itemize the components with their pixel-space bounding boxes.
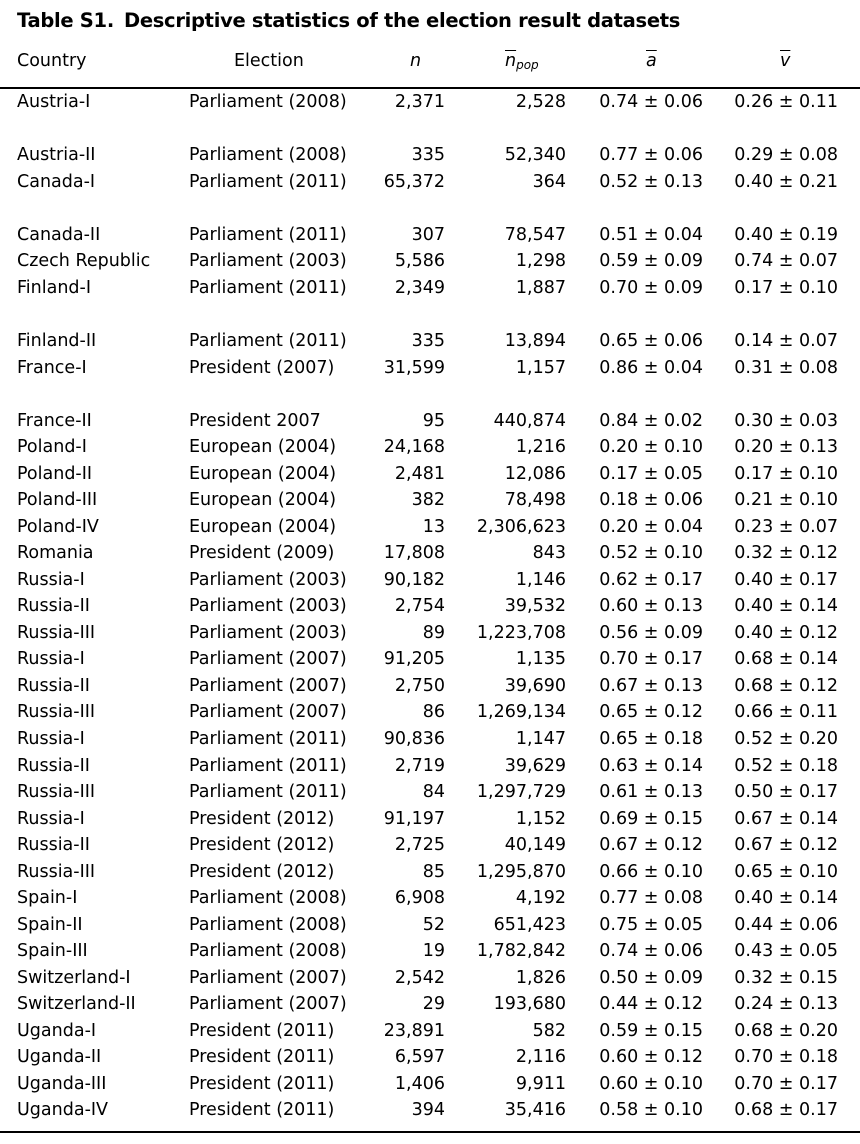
cell-a: 0.52 ± 0.10 xyxy=(599,543,703,563)
cell-a: 0.62 ± 0.17 xyxy=(599,570,703,590)
cell-election: Parliament (2008) xyxy=(189,915,347,935)
cell-election: Parliament (2011) xyxy=(189,729,347,749)
cell-country: Russia-III xyxy=(17,623,96,643)
table-caption xyxy=(17,9,680,32)
cell-n: 6,908 xyxy=(394,888,445,908)
cell-a: 0.77 ± 0.06 xyxy=(599,145,703,165)
cell-npop: 193,680 xyxy=(493,994,566,1014)
cell-n: 335 xyxy=(411,331,445,351)
cell-n: 91,205 xyxy=(383,649,445,669)
cell-v: 0.43 ± 0.05 xyxy=(734,941,838,961)
cell-npop: 582 xyxy=(532,1021,566,1041)
cell-n: 29 xyxy=(422,994,445,1014)
cell-npop: 1,157 xyxy=(515,358,566,378)
cell-election: European (2004) xyxy=(189,437,337,457)
table-row xyxy=(0,915,860,941)
table-row xyxy=(0,809,860,835)
cell-country: Canada-I xyxy=(17,172,96,192)
table-title: Descriptive statistics of the election result datasets xyxy=(123,9,681,32)
header-v: $\overline{v}$ xyxy=(780,51,791,71)
cell-country: Uganda-IV xyxy=(17,1100,109,1120)
cell-n: 394 xyxy=(411,1100,445,1120)
cell-country: Russia-III xyxy=(17,862,96,882)
cell-n: 335 xyxy=(411,145,445,165)
table-row xyxy=(0,517,860,543)
table-label: Table S1. xyxy=(17,9,114,32)
cell-npop: 35,416 xyxy=(504,1100,566,1120)
cell-election: President (2012) xyxy=(189,862,335,882)
cell-country: Poland-II xyxy=(17,464,93,484)
cell-election: Parliament (2007) xyxy=(189,676,347,696)
table-row xyxy=(0,411,860,437)
cell-a: 0.77 ± 0.08 xyxy=(599,888,703,908)
cell-n: 86 xyxy=(422,702,445,722)
cell-country: Uganda-II xyxy=(17,1047,102,1067)
cell-v: 0.17 ± 0.10 xyxy=(734,278,838,298)
cell-v: 0.50 ± 0.17 xyxy=(734,782,838,802)
cell-election: President (2011) xyxy=(189,1047,335,1067)
cell-v: 0.40 ± 0.14 xyxy=(734,888,838,908)
header-n: n xyxy=(410,51,422,71)
cell-n: 89 xyxy=(422,623,445,643)
cell-npop: 39,532 xyxy=(504,596,566,616)
cell-n: 65,372 xyxy=(383,172,445,192)
cell-country: Austria-I xyxy=(17,92,91,112)
cell-a: 0.59 ± 0.15 xyxy=(599,1021,703,1041)
cell-country: Russia-I xyxy=(17,570,85,590)
header-npop-base: $\overline{n}$ xyxy=(505,51,517,71)
cell-election: President (2011) xyxy=(189,1100,335,1120)
cell-npop: 1,782,842 xyxy=(476,941,566,961)
cell-npop: 1,223,708 xyxy=(476,623,566,643)
cell-v: 0.23 ± 0.07 xyxy=(734,517,838,537)
cell-a: 0.70 ± 0.17 xyxy=(599,649,703,669)
table-row xyxy=(0,437,860,463)
cell-npop: 4,192 xyxy=(515,888,566,908)
table-row xyxy=(0,835,860,861)
cell-election: President (2012) xyxy=(189,809,335,829)
cell-v: 0.30 ± 0.03 xyxy=(734,411,838,431)
cell-country: Russia-II xyxy=(17,676,90,696)
cell-npop: 364 xyxy=(532,172,566,192)
cell-country: Russia-III xyxy=(17,782,96,802)
cell-n: 307 xyxy=(411,225,445,245)
table-row xyxy=(0,543,860,569)
table-row xyxy=(0,941,860,967)
cell-country: Canada-II xyxy=(17,225,101,245)
cell-a: 0.61 ± 0.13 xyxy=(599,782,703,802)
cell-country: Russia-II xyxy=(17,596,90,616)
table-row xyxy=(0,251,860,277)
table-row xyxy=(0,702,860,728)
cell-npop: 2,116 xyxy=(515,1047,566,1067)
cell-v: 0.14 ± 0.07 xyxy=(734,331,838,351)
table-row xyxy=(0,756,860,782)
table-row xyxy=(0,1047,860,1073)
cell-a: 0.44 ± 0.12 xyxy=(599,994,703,1014)
cell-v: 0.29 ± 0.08 xyxy=(734,145,838,165)
cell-npop: 1,152 xyxy=(515,809,566,829)
cell-country: Switzerland-II xyxy=(17,994,136,1014)
cell-election: European (2004) xyxy=(189,464,337,484)
cell-n: 90,182 xyxy=(383,570,445,590)
cell-n: 31,599 xyxy=(383,358,445,378)
cell-country: Romania xyxy=(17,543,94,563)
cell-n: 2,750 xyxy=(394,676,445,696)
cell-n: 95 xyxy=(422,411,445,431)
cell-election: Parliament (2003) xyxy=(189,570,347,590)
cell-a: 0.75 ± 0.05 xyxy=(599,915,703,935)
cell-a: 0.17 ± 0.05 xyxy=(599,464,703,484)
cell-a: 0.70 ± 0.09 xyxy=(599,278,703,298)
cell-n: 2,725 xyxy=(394,835,445,855)
cell-v: 0.67 ± 0.14 xyxy=(734,809,838,829)
cell-v: 0.68 ± 0.12 xyxy=(734,676,838,696)
cell-npop: 9,911 xyxy=(515,1074,566,1094)
cell-v: 0.66 ± 0.11 xyxy=(734,702,838,722)
cell-v: 0.52 ± 0.18 xyxy=(734,756,838,776)
cell-country: Spain-II xyxy=(17,915,83,935)
cell-v: 0.40 ± 0.12 xyxy=(734,623,838,643)
cell-n: 17,808 xyxy=(383,543,445,563)
cell-v: 0.52 ± 0.20 xyxy=(734,729,838,749)
cell-npop: 12,086 xyxy=(504,464,566,484)
cell-election: President (2011) xyxy=(189,1021,335,1041)
cell-a: 0.56 ± 0.09 xyxy=(599,623,703,643)
cell-a: 0.52 ± 0.13 xyxy=(599,172,703,192)
cell-country: Russia-III xyxy=(17,702,96,722)
cell-election: Parliament (2011) xyxy=(189,782,347,802)
cell-n: 85 xyxy=(422,862,445,882)
cell-a: 0.58 ± 0.10 xyxy=(599,1100,703,1120)
cell-country: Russia-II xyxy=(17,756,90,776)
cell-n: 19 xyxy=(422,941,445,961)
cell-npop: 1,147 xyxy=(515,729,566,749)
cell-a: 0.65 ± 0.12 xyxy=(599,702,703,722)
cell-v: 0.21 ± 0.10 xyxy=(734,490,838,510)
cell-n: 2,754 xyxy=(394,596,445,616)
cell-n: 2,542 xyxy=(394,968,445,988)
cell-country: Switzerland-I xyxy=(17,968,131,988)
cell-a: 0.67 ± 0.12 xyxy=(599,835,703,855)
table-row xyxy=(0,1100,860,1126)
cell-election: Parliament (2007) xyxy=(189,702,347,722)
cell-n: 24,168 xyxy=(383,437,445,457)
cell-v: 0.40 ± 0.21 xyxy=(734,172,838,192)
cell-election: Parliament (2011) xyxy=(189,331,347,351)
cell-a: 0.74 ± 0.06 xyxy=(599,941,703,961)
cell-election: Parliament (2003) xyxy=(189,596,347,616)
cell-country: Uganda-I xyxy=(17,1021,97,1041)
cell-npop: 1,135 xyxy=(515,649,566,669)
cell-country: Russia-I xyxy=(17,729,85,749)
cell-npop: 1,295,870 xyxy=(476,862,566,882)
cell-npop: 1,298 xyxy=(515,251,566,271)
cell-country: Poland-IV xyxy=(17,517,99,537)
table-row xyxy=(0,994,860,1020)
cell-npop: 2,306,623 xyxy=(476,517,566,537)
cell-country: Austria-II xyxy=(17,145,96,165)
cell-a: 0.51 ± 0.04 xyxy=(599,225,703,245)
cell-election: Parliament (2008) xyxy=(189,888,347,908)
cell-npop: 1,146 xyxy=(515,570,566,590)
cell-country: Finland-II xyxy=(17,331,97,351)
cell-election: Parliament (2007) xyxy=(189,968,347,988)
cell-npop: 1,269,134 xyxy=(476,702,566,722)
cell-n: 6,597 xyxy=(394,1047,445,1067)
table-row xyxy=(0,1021,860,1047)
cell-country: Finland-I xyxy=(17,278,92,298)
cell-election: President (2012) xyxy=(189,835,335,855)
cell-v: 0.40 ± 0.17 xyxy=(734,570,838,590)
cell-v: 0.68 ± 0.17 xyxy=(734,1100,838,1120)
cell-v: 0.24 ± 0.13 xyxy=(734,994,838,1014)
cell-election: President 2007 xyxy=(189,411,321,431)
cell-country: France-II xyxy=(17,411,92,431)
cell-a: 0.60 ± 0.13 xyxy=(599,596,703,616)
table-row xyxy=(0,862,860,888)
table-row xyxy=(0,490,860,516)
cell-v: 0.67 ± 0.12 xyxy=(734,835,838,855)
cell-n: 2,349 xyxy=(394,278,445,298)
cell-election: Parliament (2003) xyxy=(189,623,347,643)
cell-v: 0.44 ± 0.06 xyxy=(734,915,838,935)
cell-a: 0.60 ± 0.12 xyxy=(599,1047,703,1067)
cell-country: Russia-II xyxy=(17,835,90,855)
cell-a: 0.66 ± 0.10 xyxy=(599,862,703,882)
table-row xyxy=(0,464,860,490)
header-election: Election xyxy=(234,51,304,71)
cell-npop: 78,498 xyxy=(504,490,566,510)
cell-a: 0.65 ± 0.06 xyxy=(599,331,703,351)
cell-v: 0.31 ± 0.08 xyxy=(734,358,838,378)
header-rule xyxy=(0,87,860,89)
cell-country: Poland-III xyxy=(17,490,98,510)
cell-v: 0.32 ± 0.12 xyxy=(734,543,838,563)
cell-a: 0.20 ± 0.04 xyxy=(599,517,703,537)
cell-npop: 39,629 xyxy=(504,756,566,776)
cell-v: 0.65 ± 0.10 xyxy=(734,862,838,882)
cell-npop: 78,547 xyxy=(504,225,566,245)
cell-election: Parliament (2003) xyxy=(189,251,347,271)
cell-election: President (2007) xyxy=(189,358,335,378)
cell-npop: 651,423 xyxy=(493,915,566,935)
table-row xyxy=(0,358,860,384)
table-row xyxy=(0,92,860,118)
cell-npop: 52,340 xyxy=(504,145,566,165)
cell-n: 2,719 xyxy=(394,756,445,776)
cell-a: 0.20 ± 0.10 xyxy=(599,437,703,457)
cell-election: President (2011) xyxy=(189,1074,335,1094)
cell-n: 84 xyxy=(422,782,445,802)
table-row xyxy=(0,888,860,914)
cell-v: 0.20 ± 0.13 xyxy=(734,437,838,457)
cell-election: Parliament (2008) xyxy=(189,941,347,961)
cell-npop: 843 xyxy=(532,543,566,563)
cell-election: Parliament (2011) xyxy=(189,172,347,192)
cell-n: 5,586 xyxy=(394,251,445,271)
cell-a: 0.63 ± 0.14 xyxy=(599,756,703,776)
cell-n: 91,197 xyxy=(383,809,445,829)
cell-election: Parliament (2007) xyxy=(189,649,347,669)
cell-v: 0.70 ± 0.18 xyxy=(734,1047,838,1067)
cell-country: Spain-I xyxy=(17,888,78,908)
cell-election: Parliament (2011) xyxy=(189,225,347,245)
table-row xyxy=(0,782,860,808)
table-row xyxy=(0,225,860,251)
cell-n: 13 xyxy=(422,517,445,537)
cell-election: President (2009) xyxy=(189,543,335,563)
cell-npop: 1,216 xyxy=(515,437,566,457)
cell-v: 0.40 ± 0.14 xyxy=(734,596,838,616)
cell-npop: 40,149 xyxy=(504,835,566,855)
cell-v: 0.26 ± 0.11 xyxy=(734,92,838,112)
table-row xyxy=(0,570,860,596)
cell-election: Parliament (2008) xyxy=(189,92,347,112)
table-row xyxy=(0,676,860,702)
cell-country: Russia-I xyxy=(17,809,85,829)
cell-v: 0.74 ± 0.07 xyxy=(734,251,838,271)
cell-a: 0.69 ± 0.15 xyxy=(599,809,703,829)
table-row xyxy=(0,172,860,198)
cell-n: 2,371 xyxy=(394,92,445,112)
table-row xyxy=(0,1074,860,1100)
cell-country: Czech Republic xyxy=(17,251,151,271)
cell-v: 0.68 ± 0.14 xyxy=(734,649,838,669)
table-row xyxy=(0,729,860,755)
cell-country: Poland-I xyxy=(17,437,87,457)
cell-npop: 1,887 xyxy=(515,278,566,298)
cell-election: European (2004) xyxy=(189,517,337,537)
cell-election: Parliament (2011) xyxy=(189,756,347,776)
table-header-row xyxy=(0,51,860,77)
header-npop-sub: pop xyxy=(516,58,539,72)
cell-v: 0.68 ± 0.20 xyxy=(734,1021,838,1041)
cell-a: 0.67 ± 0.13 xyxy=(599,676,703,696)
header-country: Country xyxy=(17,51,87,71)
cell-npop: 1,826 xyxy=(515,968,566,988)
cell-v: 0.70 ± 0.17 xyxy=(734,1074,838,1094)
cell-country: Spain-III xyxy=(17,941,88,961)
cell-v: 0.40 ± 0.19 xyxy=(734,225,838,245)
table-row xyxy=(0,968,860,994)
cell-n: 382 xyxy=(411,490,445,510)
table-row xyxy=(0,623,860,649)
cell-a: 0.74 ± 0.06 xyxy=(599,92,703,112)
table-row xyxy=(0,278,860,304)
bottom-rule xyxy=(0,1131,860,1133)
cell-a: 0.50 ± 0.09 xyxy=(599,968,703,988)
cell-a: 0.59 ± 0.09 xyxy=(599,251,703,271)
cell-country: France-I xyxy=(17,358,87,378)
cell-n: 23,891 xyxy=(383,1021,445,1041)
cell-a: 0.65 ± 0.18 xyxy=(599,729,703,749)
header-npop xyxy=(505,51,539,72)
table-row xyxy=(0,649,860,675)
cell-election: Parliament (2008) xyxy=(189,145,347,165)
cell-npop: 1,297,729 xyxy=(476,782,566,802)
cell-npop: 440,874 xyxy=(493,411,566,431)
cell-n: 90,836 xyxy=(383,729,445,749)
header-a: $\overline{a}$ xyxy=(646,51,657,71)
cell-election: Parliament (2011) xyxy=(189,278,347,298)
table-row xyxy=(0,145,860,171)
cell-v: 0.17 ± 0.10 xyxy=(734,464,838,484)
cell-n: 1,406 xyxy=(394,1074,445,1094)
cell-v: 0.32 ± 0.15 xyxy=(734,968,838,988)
cell-country: Uganda-III xyxy=(17,1074,107,1094)
table-row xyxy=(0,331,860,357)
cell-npop: 2,528 xyxy=(515,92,566,112)
cell-a: 0.18 ± 0.06 xyxy=(599,490,703,510)
table-row xyxy=(0,596,860,622)
cell-a: 0.84 ± 0.02 xyxy=(599,411,703,431)
cell-a: 0.60 ± 0.10 xyxy=(599,1074,703,1094)
cell-election: European (2004) xyxy=(189,490,337,510)
cell-country: Russia-I xyxy=(17,649,85,669)
cell-a: 0.86 ± 0.04 xyxy=(599,358,703,378)
cell-npop: 13,894 xyxy=(504,331,566,351)
cell-n: 52 xyxy=(422,915,445,935)
cell-n: 2,481 xyxy=(394,464,445,484)
cell-election: Parliament (2007) xyxy=(189,994,347,1014)
cell-npop: 39,690 xyxy=(504,676,566,696)
